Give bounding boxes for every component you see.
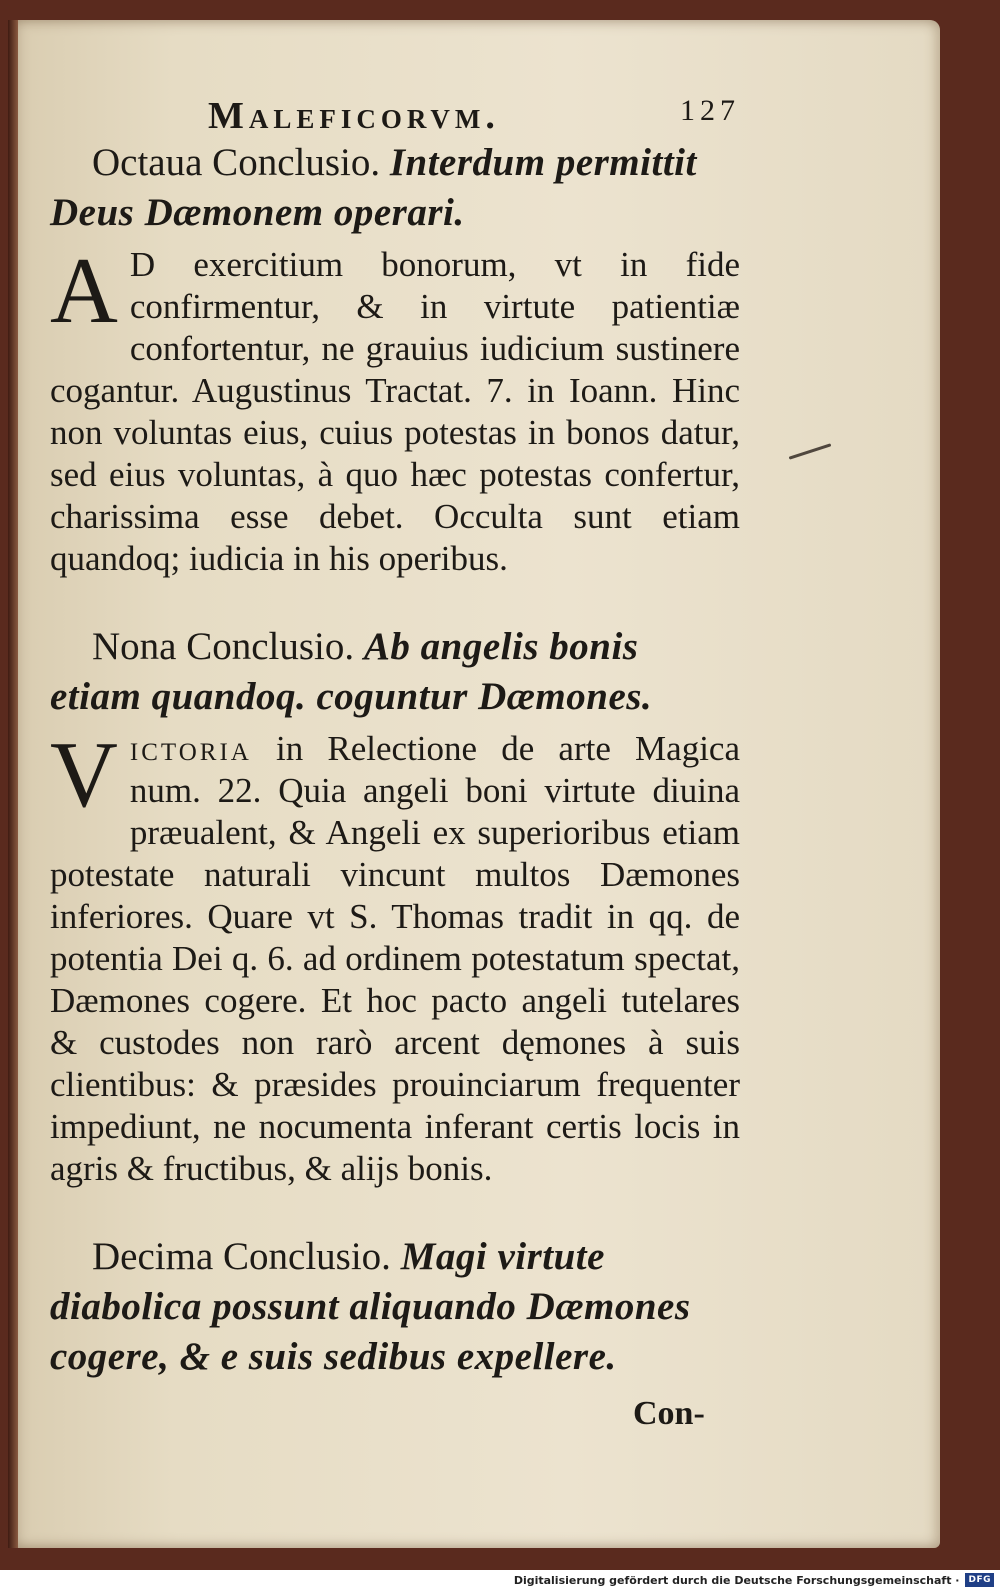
running-head: [50, 80, 740, 138]
heading-label: Octaua Conclusio.: [92, 141, 381, 184]
paragraph: [50, 239, 740, 580]
page-gutter: [8, 20, 18, 1548]
heading-label: Decima Conclusio.: [92, 1235, 391, 1278]
footer-credit: Digitalisierung gefördert durch die Deutsche Forschungsgemeinschaft ·: [513, 1573, 960, 1587]
page-number: 127: [680, 94, 740, 127]
book-page: [8, 20, 940, 1548]
drop-cap: A: [50, 239, 118, 343]
heading-italic: Magi virtute diabolica possunt aliquando Dæmones cogere, & e suis sedibus expellere.: [50, 1235, 691, 1378]
paragraph: [50, 723, 740, 1190]
paragraph-text: D exercitium bonorum, vt in fide confirmentur, & in virtute patientiæ confortentur, ne grauius iudicium sustinere cogantur. Augustinus Tractat. 7. in Ioann. Hinc non voluntas eius, cuius potestas in bonos datur, sed eius voluntas, à quo hæc potestas confertur, charissima esse debet. Occulta sunt etiam quandoq; iudicia in his operibus.: [50, 245, 740, 578]
heading-italic: Interdum permittit Deus Dæmonem operari.: [50, 141, 697, 234]
catchword: Con-: [633, 1395, 705, 1432]
section-heading: [50, 622, 740, 722]
heading-label: Nona Conclusio.: [92, 625, 355, 668]
paragraph-text: in Relectione de arte Magica num. 22. Quia angeli boni virtute diuina præualent, & Angeli ex superioribus etiam potestate naturali vincunt multos Dæmones inferiores. Quare vt S. Thomas tradit in qq. de potentia Dei q. 6. ad ordinem potestatum spectat, Dæmones cogere. Et hoc pacto angeli tutelares & custodes non rarò arcent dęmones à suis clientibus: & præsides prouinciarum frequenter impediunt, ne nocumenta inferant certis locis in agris & fructibus, & alijs bonis.: [50, 729, 740, 1188]
small-caps-lead: ictoria: [129, 729, 252, 768]
drop-cap: V: [50, 723, 118, 827]
digitization-footer: [514, 1570, 994, 1590]
page-text: [50, 80, 740, 1382]
section-heading: [50, 1232, 740, 1382]
heading-italic: Ab angelis bonis etiam quandoq. coguntur Dæmones.: [50, 625, 653, 718]
running-head-title: Maleficorvm.: [208, 95, 500, 137]
section-heading: [50, 138, 740, 238]
dfg-logo: DFG: [965, 1573, 994, 1587]
ink-stroke: [789, 443, 832, 459]
